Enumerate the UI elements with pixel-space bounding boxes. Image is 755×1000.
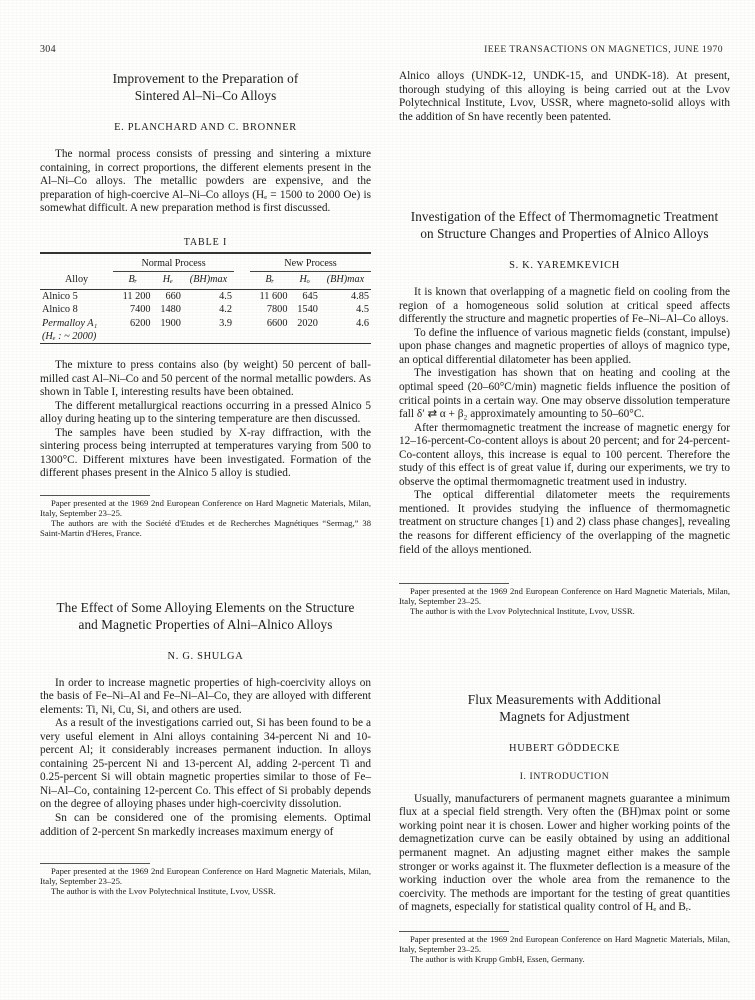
- two-column-layout: [40, 70, 730, 985]
- table-header-br-normal: Bᵣ: [128, 273, 138, 285]
- table-row: [40, 290, 371, 304]
- article-alloying-elements-alni-alnico: [40, 599, 371, 897]
- article4-section-heading: I. INTRODUCTION: [519, 770, 610, 782]
- page-number: 304: [40, 44, 56, 55]
- table-cell-value: 4.6: [356, 317, 369, 329]
- table-bottom-rule: [40, 343, 371, 344]
- table-cell-value: 4.2: [219, 304, 233, 316]
- table-cell-value: 1540: [297, 304, 318, 316]
- table-cell-gap: [234, 303, 250, 316]
- table-cell-value: 7400: [129, 304, 151, 316]
- table-cell-value: 6200: [129, 317, 151, 329]
- table-1-wrapper: [40, 237, 371, 344]
- table-column-header-row: [40, 271, 371, 289]
- table-1: [40, 252, 371, 344]
- article-thermomagnetic-treatment: [399, 208, 730, 617]
- table-group-blank: [40, 258, 113, 272]
- table-group-normal-process: Normal Process: [113, 258, 234, 272]
- article4-footnote-rule: [399, 931, 509, 932]
- article2-title: [405, 208, 724, 242]
- table-group-header-row: [40, 258, 371, 272]
- article1-footnote-rule: [40, 495, 150, 496]
- table-row: [40, 303, 371, 316]
- table-header-bhmax-new: (BH)max: [326, 273, 365, 285]
- table-row: [40, 317, 371, 330]
- article1-paragraph-3: The different metallurgical reactions occurring in a pressed Alnico 5 alloy during heating up to the sintering temperature are then discussed.: [40, 399, 371, 426]
- article2-paragraph-3: The investigation has shown that on heating and cooling at the optimal speed (20–60°C/min) magnetic fields influence the position of critical points in a certain way. One may observe dissolution temperature fall δ′ ⇄ α + β₂ approximately amounting to 50–60°C.: [399, 367, 730, 421]
- table-cell-gap: [234, 317, 250, 330]
- article2-paragraph-2: To define the influence of various magnetic fields (constant, impulse) upon phase changes and magnetic properties of alloys of magnico type, an optical differential dilatometer has been applied.: [399, 326, 730, 366]
- article-flux-measurements: [399, 691, 730, 965]
- table-cell-value: 3.9: [219, 317, 233, 329]
- article1-footnote-2: The authors are with the Société d'Etudes et de Recherches Magnétiques “Sermag,” 38 Saint-Martin d'Heres, France.: [40, 517, 371, 538]
- table-cell-value: 7800: [266, 304, 288, 316]
- article4-paragraph-1: Usually, manufacturers of permanent magnets guarantee a minimum flux at a special field strength. Very often the (BH)max point or some working point near it is chosen. Lower and higher working points of the demagnetization curve can be easily obtained by using an additional permanent magnet. An adjusting magnet either makes the sample stronger or works against it. The fluxmeter deflection is a measure of the working induction over the whole area from the remanence to the coercivity. The methods are important for the testing of great quantities of magnets, especially for statistical quality control of Hₑ and Bᵣ.: [399, 792, 730, 914]
- table-cell-value: 4.85: [350, 291, 369, 303]
- article3-paragraph-3: Sn can be considered one of the promising elements. Optimal addition of 2-percent Sn markedly increases maximum energy of: [40, 811, 371, 838]
- right-column: [399, 70, 730, 985]
- running-head: [40, 44, 723, 58]
- article3-footnote-1: Paper presented at the 1969 2nd European Conference on Hard Magnetic Materials, Milan, Italy, September 23–25.: [40, 866, 371, 886]
- table-cell-value: 2020: [297, 317, 318, 329]
- table-column-gap: [234, 258, 250, 272]
- table-header-bhmax-normal: (BH)max: [189, 273, 228, 285]
- article4-footnote-2: The author is with Krupp GmbH, Essen, Germany.: [410, 953, 585, 964]
- table-cell-value: 11 600: [259, 291, 288, 303]
- article1-authors: E. PLANCHARD AND C. BRONNER: [114, 122, 297, 133]
- article4-title-line2: Magnets for Adjustment: [499, 708, 630, 724]
- table-cell-alloy: Alnico 5: [42, 291, 78, 303]
- article1-title: [46, 70, 365, 104]
- table-cell-value: 660: [165, 291, 181, 303]
- article1-paragraph-1: The normal process consists of pressing and sintering a mixture containing, in correct proportions, the different elements present in the Al–Ni–Co alloys. The metallic powders are expensive, and the preparation of high-coercive Al–Ni–Co alloys (Hₑ = 1500 to 2000 Oe) is somewhat difficult. A new preparation method is first discussed.: [40, 148, 371, 215]
- article2-title-line2: on Structure Changes and Properties of Alnico Alloys: [420, 226, 709, 242]
- table-cell-value: 645: [302, 291, 318, 303]
- article2-title-line1: Investigation of the Effect of Thermomagnetic Treatment: [410, 209, 719, 225]
- table-group-new-process: New Process: [250, 258, 371, 272]
- article4-title: [405, 691, 724, 725]
- table-cell-gap: [234, 290, 250, 304]
- table-cell-value: 4.5: [356, 304, 369, 316]
- article3-title-line1: The Effect of Some Alloying Elements on the Structure: [56, 599, 355, 615]
- table-cell-alloy: Permalloy A₁: [42, 317, 98, 329]
- article2-footnote-2: The author is with the Lvov Polytechnical Institute, Lvov, USSR.: [410, 605, 635, 616]
- table-header-br-new: Bᵣ: [265, 273, 275, 285]
- article2-footnote-1: Paper presented at the 1969 2nd European Conference on Hard Magnetic Materials, Milan, Italy, September 23–25.: [399, 586, 730, 607]
- table-column-gap-2: [234, 271, 250, 289]
- article-improvement-sintered-alnico: [40, 70, 371, 539]
- article2-authors: S. K. YAREMKEVICH: [509, 260, 620, 272]
- article2-paragraph-1: It is known that overlapping of a magnetic field on cooling from the region of a homogeneous solid solution at critical speed affects differently the structure and magnetic properties of Fe–Ni–Al–Co alloys.: [399, 286, 730, 326]
- article3-title-line2: and Magnetic Properties of Alni–Alnico Alloys: [78, 616, 333, 632]
- article1-title-line2: Sintered Al–Ni–Co Alloys: [134, 88, 277, 103]
- table-header-ho-new: Hₒ: [299, 273, 310, 285]
- table-cell-alloy-note: (Hₑ : ~ 2000): [42, 330, 97, 342]
- table-1-caption: TABLE I: [183, 236, 228, 248]
- article3-paragraph-2: As a result of the investigations carried out, Si has been found to be a very useful element in Alni alloys containing 34-percent Ni and 10-percent Al; it considerably increases permanent induction. In alloys containing 25-percent Ni and 13-percent Al, adding 2-percent Ti and 0.25-percent Si will obtain magnetic properties similar to those of Fe–Ni–Al–Co, containing 12-percent Co. This effect of Si probably depends on the degree of alloying phases under high-coercivity dissolution.: [40, 717, 371, 811]
- article4-authors: HUBERT GÖDDECKE: [509, 742, 620, 754]
- continued-paragraph: Alnico alloys (UNDK-12, UNDK-15, and UNDK-18). At present, thorough studying of this alloying is being carried out at the Lvov Polytechnical Institute, Lvov, USSR, where magneto-solid alloys with the addition of Sn have recently been patented.: [399, 70, 730, 123]
- article4-footnote-1: Paper presented at the 1969 2nd European Conference on Hard Magnetic Materials, Milan, Italy, September 23–25.: [399, 933, 730, 954]
- journal-title: IEEE TRANSACTIONS ON MAGNETICS, JUNE 1970: [484, 44, 723, 55]
- article1-paragraph-2: The mixture to press contains also (by weight) 50 percent of ball-milled cast Al–Ni–Co and 50 percent of the normal metallic powders. As shown in Table I, interesting results have been obtained.: [40, 358, 371, 399]
- article2-paragraph-4: After thermomagnetic treatment the increase of magnetic energy for 12–16-percent-Co-content alloys is about 20 percent; and for 24-percent-Co-content alloys, this increase is equal to 100 percent. Therefore the study of this effect is of great value if, during our experiments, we try to observe the optimal thermomagnetic treatment used in industry.: [399, 421, 730, 488]
- table-cell-value: 11 200: [122, 291, 151, 303]
- table-cell-value: 4.5: [219, 291, 233, 303]
- article3-title: [46, 599, 365, 633]
- article1-title-line1: Improvement to the Preparation of: [112, 71, 299, 86]
- article2-paragraph-5: The optical differential dilatometer meets the requirements mentioned. It provides studying the influence of thermomagnetic treatment on structure changes [1) and 2) class phase changes], revealing the reasons for different efficiency of the overlapping of the magnetic field of the alloys mentioned.: [399, 489, 730, 556]
- table-row-note: [40, 330, 371, 343]
- article4-title-line1: Flux Measurements with Additional: [467, 691, 662, 707]
- article3-paragraph-1: In order to increase magnetic properties of high-coercivity alloys on the basis of Fe–Ni–Al and Fe–Ni–Al–Co, they are alloyed with different elements: Ti, Ni, Cu, Si, and others are used.: [40, 676, 371, 716]
- table-cell-value: 1900: [160, 317, 181, 329]
- article1-paragraph-4: The samples have been studied by X-ray diffraction, with the sintering process being interrupted at temperatures varying from 500 to 1300°C. Different mixtures have been investigated. Formation of the different phases present in the Alnico 5 alloy is studied.: [40, 426, 371, 480]
- article1-footnote-1: Paper presented at the 1969 2nd European Conference on Hard Magnetic Materials, Milan, Italy, September 23–25.: [40, 497, 371, 518]
- article3-footnote-rule: [40, 863, 150, 864]
- table-cell-value: 6600: [266, 317, 288, 329]
- table-cell-value: 1480: [160, 304, 181, 316]
- table-header-alloy: Alloy: [64, 273, 89, 285]
- table-header-hc-normal: Hₑ: [162, 273, 173, 285]
- article2-footnote-rule: [399, 583, 509, 584]
- article3-authors: N. G. SHULGA: [167, 650, 244, 662]
- left-column: [40, 70, 371, 985]
- table-cell-alloy: Alnico 8: [42, 304, 78, 316]
- article3-footnote-2: The author is with the Lvov Polytechnical Institute, Lvov, USSR.: [51, 885, 276, 896]
